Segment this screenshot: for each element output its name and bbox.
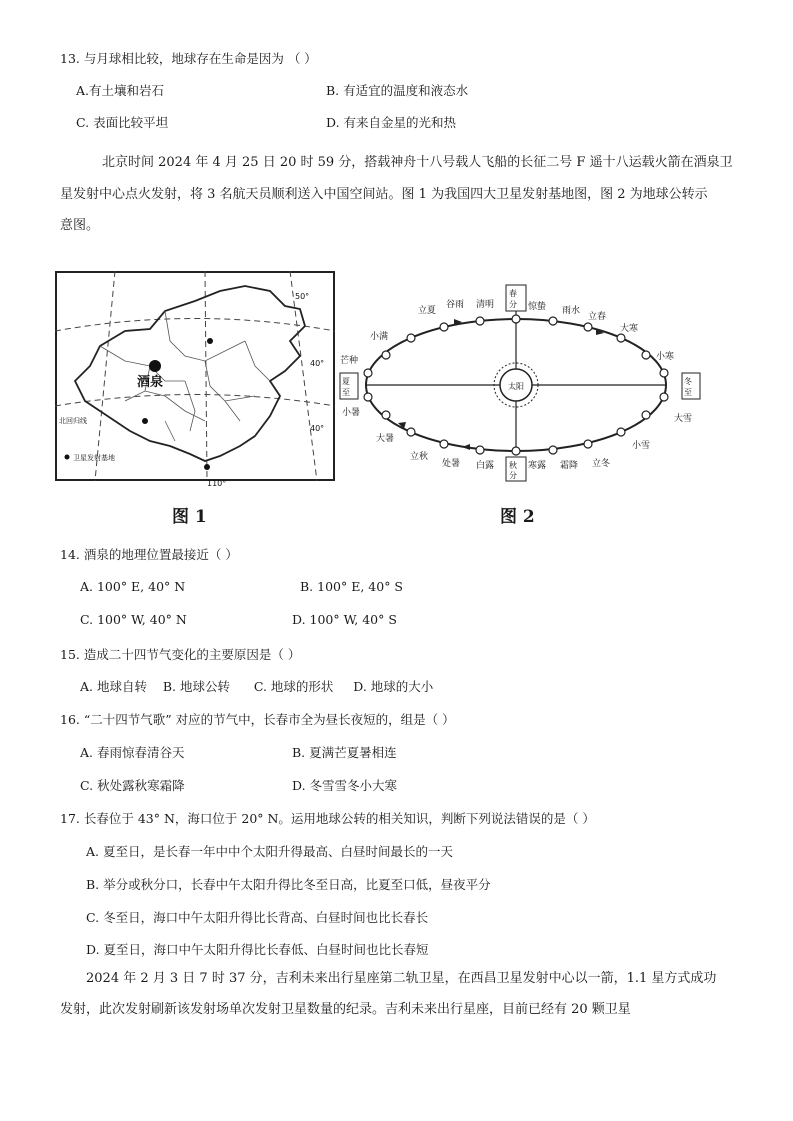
term-bailu: 白露 [476, 461, 495, 471]
term-xiaoman: 小满 [370, 332, 389, 342]
term-xiazhi-1: 夏 [342, 377, 350, 386]
passage2-line1: 2024 年 2 月 3 日 7 时 37 分，吉利未来出行星座第二轨卫星，在西昌卫星发射中心以一箭，1.1 星方式成功 [86, 971, 717, 986]
term-chushu: 处暑 [442, 459, 461, 469]
jiuquan-marker [149, 360, 161, 372]
q17-option-d: D. 夏至日，海口中午太阳升得比长春低、白昼时间也比长春短 [86, 942, 429, 957]
term-xiaohan: 小寒 [656, 352, 675, 362]
term-dongzhi-2: 至 [684, 388, 692, 397]
q16-option-d: D. 冬雪雪冬小大寒 [292, 778, 398, 793]
passage1-line3: 意图。 [60, 218, 100, 233]
term-dashu: 大暑 [376, 434, 395, 444]
q13-option-d: D. 有来自金星的光和热 [326, 115, 457, 130]
q16-stem: 16. “二十四节气歌” 对应的节气中，长春市全为昼长夜短的，组是（ ） [60, 712, 455, 727]
q17-stem: 17. 长春位于 43° N，海口位于 20° N。运用地球公转的相关知识，判断下列说法错误的是（ ） [60, 811, 595, 826]
q16-option-b: B. 夏满芒夏暑相连 [292, 745, 397, 760]
term-lichun: 立春 [588, 312, 607, 322]
passage1-line2: 星发射中心点火发射，将 3 名航天员顺利送入中国空间站。图 1 为我国四大卫星发射基地图，图 2 为地球公转示 [60, 187, 708, 202]
term-xiaoshu: 小暑 [342, 408, 361, 418]
term-liqiu: 立秋 [410, 452, 429, 462]
passage1-line1: 北京时间 2024 年 4 月 25 日 20 时 59 分，搭载神舟十八号载人飞船的长征二号 F 遥十八运载火箭在酒泉卫 [102, 155, 733, 170]
term-lidong: 立冬 [592, 459, 611, 469]
term-xiaoxue: 小雪 [632, 441, 651, 451]
lon-label-3: 40° [310, 424, 325, 433]
sun-label: 太阳 [508, 382, 524, 391]
term-xiazhi-2: 至 [342, 388, 350, 397]
term-qiufen-2: 分 [509, 471, 517, 480]
lon-label-2: 40° [310, 359, 325, 368]
q17-option-c: C. 冬至日，海口中午太阳升得比长背高、白昼时间也比长春长 [86, 910, 429, 925]
q14-stem: 14. 酒泉的地理位置最接近（ ） [60, 547, 238, 562]
tropic-label: 北回归线 [59, 417, 87, 425]
q13-option-b: B. 有适宜的温度和液态水 [326, 83, 469, 98]
figure1-map [55, 271, 335, 489]
q14-option-b: B. 100° E, 40° S [300, 579, 403, 594]
term-dahan: 大寒 [620, 324, 639, 334]
term-daxue: 大雪 [674, 414, 693, 424]
figure1-caption: 图 1 [172, 507, 207, 527]
q14-option-c: C. 100° W, 40° N [80, 612, 187, 627]
city-label-jiuquan: 酒泉 [137, 375, 164, 390]
q16-option-c: C. 秋处露秋寒霜降 [80, 778, 185, 793]
lon-label-1: 50° [295, 292, 310, 301]
q13-stem: 13. 与月球相比较，地球存在生命是因为 （ ） [60, 51, 317, 66]
q17-option-b: B. 举分或秋分口，长春中午太阳升得比冬至日高，比夏至口低，昼夜平分 [86, 877, 491, 892]
map-legend: 卫星发射基地 [73, 454, 115, 462]
term-lixia: 立夏 [418, 306, 437, 316]
q16-option-a: A. 春雨惊春清谷天 [80, 745, 185, 760]
lon-label-110: 110° [207, 479, 227, 488]
term-qiufen-1: 秋 [509, 461, 517, 470]
term-qingming: 清明 [476, 300, 495, 310]
passage2-line2: 发射，此次发射刷新该发射场单次发射卫星数量的纪录。吉利未来出行星座，目前已经有 20 颗卫星 [60, 1002, 631, 1017]
term-yushui: 雨水 [562, 306, 581, 316]
q13-option-a: A.有土壤和岩石 [76, 83, 165, 98]
q13-option-c: C. 表面比较平坦 [76, 115, 169, 130]
figure2-caption: 图 2 [500, 507, 535, 527]
q14-option-a: A. 100° E, 40° N [80, 579, 186, 594]
q15-stem: 15. 造成二十四节气变化的主要原因是（ ） [60, 647, 301, 662]
term-chunfen-1: 春 [509, 289, 517, 298]
q17-option-a: A. 夏至日，是长春一年中中个太阳升得最高、白昼时间最长的一天 [86, 844, 453, 859]
term-guyu: 谷雨 [446, 300, 465, 310]
term-mangzhong: 芒种 [340, 356, 359, 366]
q14-option-d: D. 100° W, 40° S [292, 612, 397, 627]
figure2-orbit [338, 283, 702, 483]
term-jingzhe: 惊蛰 [528, 302, 547, 312]
q15-options: A. 地球自转 B. 地球公转 C. 地球的形状 D. 地球的大小 [80, 679, 434, 694]
term-chunfen-2: 分 [509, 300, 517, 309]
term-shuangjiang: 霜降 [560, 461, 579, 471]
term-dongzhi-1: 冬 [684, 377, 692, 386]
term-hanlu: 寒露 [528, 461, 547, 471]
